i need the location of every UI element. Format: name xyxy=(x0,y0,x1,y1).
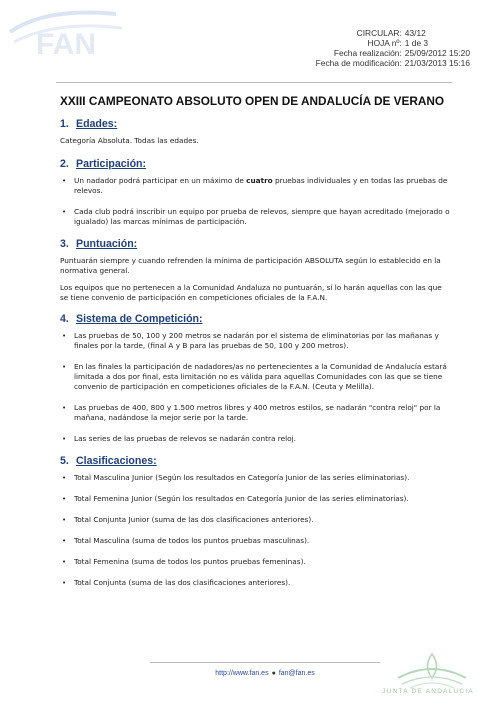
list-item: • Las series de las pruebas de relevos se nadarán contra reloj. xyxy=(60,434,450,444)
section-title: Puntuación: xyxy=(76,238,138,250)
text-segment: Un nadador podrá participar en un máximo de xyxy=(74,176,247,185)
document-body xyxy=(60,118,450,599)
list-item: • Total Femenina (suma de todos los puntos pruebas femeninas). xyxy=(60,557,450,567)
meta-key: HOJA nº: xyxy=(367,38,402,48)
footer-separator: ● xyxy=(271,670,276,677)
meta-row-fecha-modificacion xyxy=(316,58,470,68)
meta-key: Fecha de modificación: xyxy=(315,58,402,68)
list-item: • Las pruebas de 400, 800 y 1.500 metros libres y 400 metros estilos, se nadarán "contra reloj" por la mañana, nadándose la mejor serie por la tarde. xyxy=(60,403,450,423)
meta-value: 43/12 xyxy=(404,28,426,38)
meta-row-hoja xyxy=(316,38,470,48)
list-item: • En las finales la participación de nadadores/as no pertenecientes a la Comunidad de Andalucía estará limitada a dos por final, esta limitación no es válida para aquellas Comunidades con las que se tiene convenio de participación en competiciones oficiales de la F.A.N. (Ceuta y Melilla). xyxy=(60,362,450,392)
meta-row-fecha-realizacion xyxy=(316,48,470,58)
fan-watermark-logo xyxy=(6,2,126,62)
section-title: Sistema de Competición: xyxy=(76,313,203,325)
section-title: Edades: xyxy=(76,118,118,130)
watermark-text: FAN xyxy=(36,28,96,61)
email-link[interactable]: fan@fan.es xyxy=(278,670,315,677)
section-heading-participacion xyxy=(60,158,450,170)
section-heading-clasificaciones xyxy=(60,455,450,467)
meta-row-circular xyxy=(316,28,470,38)
edades-text: Categoría Absoluta. Todas las edades. xyxy=(60,136,199,145)
section-number: 2. xyxy=(60,158,69,170)
sistema-list xyxy=(60,331,450,444)
list-item xyxy=(60,176,450,196)
puntuacion-paragraph: Los equipos que no pertenecen a la Comunidad Andaluza no puntuarán, sí lo harán aquellas con las que se tiene convenio de participación en competiciones oficiales de la F.A.N. xyxy=(60,283,442,302)
footer-divider xyxy=(150,662,380,663)
list-item: • Las pruebas de 50, 100 y 200 metros se nadarán por el sistema de eliminatorias por las mañanas y finales por la tarde, (final A y B para las pruebas de 50, 100 y 200 metros). xyxy=(60,331,450,351)
document-metadata xyxy=(316,28,470,68)
list-item: • Total Conjunta (suma de las dos clasificaciones anteriores). xyxy=(60,578,450,588)
section-number: 4. xyxy=(60,313,69,325)
section-heading-sistema xyxy=(60,313,450,325)
section-heading-edades xyxy=(60,118,450,130)
section-title: Participación: xyxy=(76,158,147,170)
section-number: 5. xyxy=(60,455,69,467)
meta-value: 25/09/2012 15:20 xyxy=(404,48,470,58)
puntuacion-paragraph: Puntuarán siempre y cuando refrenden la mínima de participación ABSOLUTA según lo establecido en la normativa general. xyxy=(60,256,441,275)
header-divider xyxy=(56,82,452,83)
list-item: • Total Conjunta Junior (suma de las dos clasificaciones anteriores). xyxy=(60,515,450,525)
footer-contact xyxy=(150,670,380,677)
participacion-list xyxy=(60,176,450,227)
document-title: XXIII CAMPEONATO ABSOLUTO OPEN DE ANDALUCÍA DE VERANO xyxy=(60,94,445,108)
section-number: 3. xyxy=(60,238,69,250)
bold-text: cuatro xyxy=(246,176,273,185)
list-item: • Total Masculina (suma de todos los puntos pruebas masculinas). xyxy=(60,536,450,546)
section-title: Clasificaciones: xyxy=(76,455,157,467)
meta-value: 1 de 3 xyxy=(404,38,429,48)
section-number: 1. xyxy=(60,118,69,130)
clasificaciones-list xyxy=(60,473,450,588)
text-segment: pruebas individuales y en todas las pruebas de relevos. xyxy=(74,176,448,195)
list-item: • Total Masculina Junior (Según los resultados en Categoría Junior de las series eliminatorias). xyxy=(60,473,450,483)
website-link[interactable]: http://www.fan.es xyxy=(215,670,269,677)
meta-value: 21/03/2013 15:16 xyxy=(404,58,470,68)
list-item: • Cada club podrá inscribir un equipo por prueba de relevos, siempre que hayan acreditado (mejorado o igualado) las marcas mínimas de participación. xyxy=(60,207,450,227)
list-item: • Total Femenina Junior (Según los resultados en Categoría Junior de las series eliminatorias). xyxy=(60,494,450,504)
meta-key: Fecha realización: xyxy=(333,48,402,58)
meta-key: CIRCULAR: xyxy=(356,28,402,38)
section-heading-puntuacion xyxy=(60,238,450,250)
logo-text: JUNTA DE ANDALUCIA xyxy=(382,688,474,695)
